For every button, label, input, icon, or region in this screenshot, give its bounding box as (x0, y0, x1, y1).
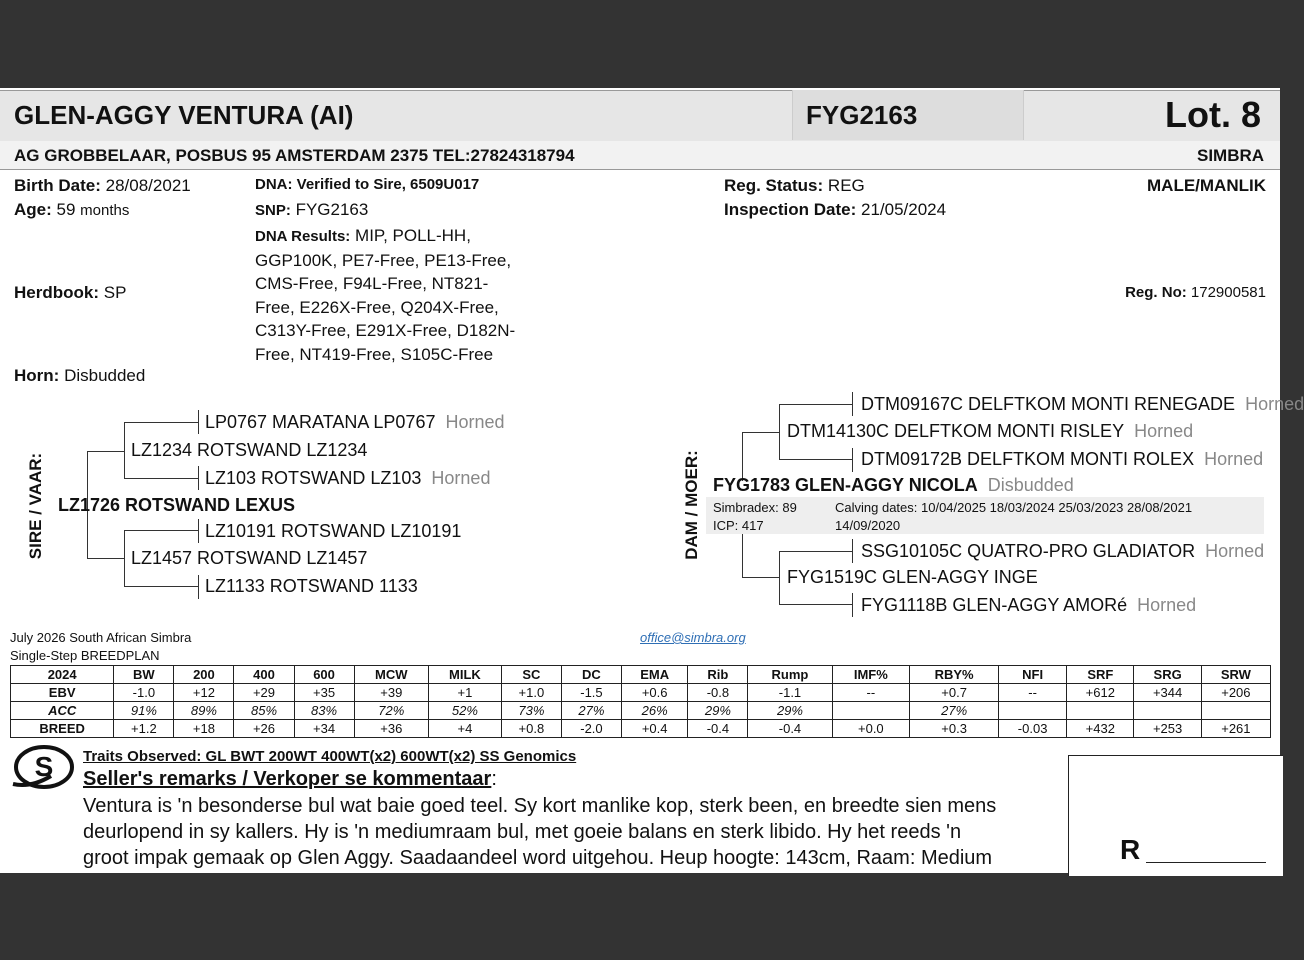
dam-tree-line (779, 404, 853, 405)
reg-no-label: Reg. No: (1125, 284, 1187, 301)
dam-tree-line (852, 448, 853, 472)
ebv-header-cell: BW (114, 666, 174, 684)
dam-tree-line (779, 551, 780, 605)
sire-dam-dam: LZ1133 ROTSWAND 1133 (205, 576, 418, 596)
ebv-cell (832, 702, 910, 720)
reg-status-value: REG (827, 176, 865, 195)
ebv-row-acc (11, 702, 1271, 720)
ebv-header-cell: 400 (234, 666, 294, 684)
dam-tree-line (779, 459, 853, 460)
owner-details: AG GROBBELAAR, POSBUS 95 AMSTERDAM 2375 TEL:27824318794 (14, 146, 575, 165)
ebv-header-cell: MCW (354, 666, 428, 684)
ebv-cell: +253 (1134, 720, 1201, 738)
dna-results-line: CMS-Free, F94L-Free, NT821- (255, 274, 489, 294)
snp (255, 200, 368, 220)
pedigree-name: LP0767 MARATANA LP0767 (205, 412, 436, 432)
ebv-cell: +432 (1067, 720, 1134, 738)
animal-name: GLEN-AGGY VENTURA (AI) (14, 100, 354, 130)
remarks-line: Ventura is 'n besonderse bul wat baie goed teel. Sy kort manlike kop, sterk been, en breedte sien mens (83, 795, 997, 817)
ebv-header-cell: Rib (688, 666, 748, 684)
reg-status (724, 176, 865, 196)
sire-name: LZ1726 ROTSWAND LEXUS (58, 495, 296, 515)
age-value: 59 (56, 200, 76, 219)
ebv-cell: +29 (234, 684, 294, 702)
dna-verified: DNA: Verified to Sire, 6509U017 (255, 176, 480, 193)
remarks-heading-text: Seller's remarks / Verkoper se kommentaar (83, 768, 492, 790)
ebv-cell: 29% (748, 702, 832, 720)
age-label: Age: (14, 200, 52, 219)
horn-status: Horned (1245, 394, 1304, 414)
ebv-row-label: BREED (11, 720, 114, 738)
horn-status: Horned (1134, 421, 1194, 441)
ebv-cell: +206 (1201, 684, 1270, 702)
ebv-header-cell: 200 (174, 666, 234, 684)
calving-dates: Calving dates: 10/04/2025 18/03/2024 25/03/2023 28/08/2021 (835, 500, 1193, 515)
dam-tree-line (852, 593, 853, 617)
pedigree-name: LZ103 ROTSWAND LZ103 (205, 468, 422, 488)
ebv-header-cell: IMF% (832, 666, 910, 684)
sex: MALE/MANLIK (1147, 176, 1266, 195)
ebv-cell: -1.0 (114, 684, 174, 702)
ebv-cell: +261 (1201, 720, 1270, 738)
breed: SIMBRA (1197, 146, 1265, 165)
sire-tree-line (198, 575, 199, 599)
icp: ICP: 417 (713, 518, 764, 533)
dna-results-line: GGP100K, PE7-Free, PE13-Free, (255, 250, 512, 270)
dna-results-line: Free, E226X-Free, Q204X-Free, (255, 297, 499, 317)
herdbook-value: SP (103, 283, 127, 302)
horn-value: Disbudded (64, 366, 146, 385)
ebv-cell: 27% (561, 702, 621, 720)
dam-tree-line (779, 604, 853, 605)
herdbook (14, 283, 126, 303)
sire-tree-line (124, 586, 199, 587)
dam-sire-sire (861, 394, 1304, 415)
dna-results-line: MIP, POLL-HH, (355, 226, 471, 245)
ebv-cell: 27% (910, 702, 999, 720)
logo-letter: S (34, 751, 54, 782)
ebv-cell (1067, 702, 1134, 720)
ebv-row-label: ACC (11, 702, 114, 720)
pedigree-name: DTM09172B DELFTKOM MONTI ROLEX (861, 449, 1195, 469)
sire-tree-line (124, 530, 199, 531)
dam-tree-line (779, 551, 853, 552)
horn-status: Horned (1137, 595, 1197, 615)
ebv-cell: 73% (501, 702, 561, 720)
ebv-cell: -0.4 (748, 720, 832, 738)
ebv-header-cell: SRW (1201, 666, 1270, 684)
horn-status: Horned (431, 468, 491, 488)
sire-side-label: SIRE / VAAR: (26, 452, 45, 560)
ebv-cell: +1.2 (114, 720, 174, 738)
sire-tree-line (87, 558, 125, 559)
ebv-cell: +1 (429, 684, 502, 702)
ebv-cell: -0.4 (688, 720, 748, 738)
horn-status: Disbudded (987, 475, 1074, 495)
ebv-header-cell: MILK (429, 666, 502, 684)
ebv-header-cell: 2024 (11, 666, 114, 684)
age (14, 200, 129, 220)
ebv-cell: +0.6 (621, 684, 687, 702)
reg-status-label: Reg. Status: (724, 176, 824, 195)
snp-label: SNP: (255, 202, 291, 219)
ebv-cell: +0.8 (501, 720, 561, 738)
sire-tree-line (124, 422, 199, 423)
simbradex: Simbradex: 89 (713, 500, 797, 515)
sire-tree-line (198, 410, 199, 434)
sire-sire-sire (205, 412, 505, 433)
ebv-cell: +1.0 (501, 684, 561, 702)
age-unit: months (80, 202, 130, 219)
ebv-cell: -0.03 (999, 720, 1067, 738)
ebv-cell: 29% (688, 702, 748, 720)
dam-sire (787, 421, 1193, 442)
dna-results-line: C313Y-Free, E291X-Free, D182N- (255, 321, 516, 341)
ebv-header-cell: Rump (748, 666, 832, 684)
pedigree-name: SSG10105C QUATRO-PRO GLADIATOR (861, 541, 1196, 561)
inspection-date-value: 21/05/2024 (860, 200, 947, 219)
ebv-table (10, 665, 1271, 738)
ebv-cell: 52% (429, 702, 502, 720)
ebv-cell: +4 (429, 720, 502, 738)
traits-observed: Traits Observed: GL BWT 200WT 400WT(x2) 600WT(x2) SS Genomics (83, 748, 577, 765)
dam-dam: FYG1519C GLEN-AGGY INGE (787, 567, 1038, 587)
dna-results-line: Free, NT419-Free, S105C-Free (255, 344, 494, 364)
dam-tree-line (742, 534, 743, 578)
remarks-line: deurlopend in sy kallers. Hy is 'n mediumraam bul, met goeie balans en sterk libido. Hy het reeds 'n (83, 821, 962, 843)
ebv-cell: 72% (354, 702, 428, 720)
remarks-line: groot impak gemaak op Glen Aggy. Saadaandeel word uitgehou. Heup hoogte: 143cm, Raam: Medium (83, 847, 993, 869)
reg-no-value: 172900581 (1190, 284, 1266, 301)
ebv-cell: 85% (234, 702, 294, 720)
ebv-cell (1201, 702, 1270, 720)
price-currency: R (1120, 834, 1141, 865)
sire-sire-dam (205, 468, 490, 489)
ebv-cell: -1.1 (748, 684, 832, 702)
simbra-s-logo-icon (11, 742, 77, 792)
ebv-cell (999, 702, 1067, 720)
ebv-cell: 26% (621, 702, 687, 720)
ebv-cell: -0.8 (688, 684, 748, 702)
ebv-cell: +34 (294, 720, 354, 738)
lot-card (0, 88, 1304, 873)
dna-results (255, 224, 515, 367)
ebv-row-breed (11, 720, 1271, 738)
ebv-cell: 83% (294, 702, 354, 720)
dam-tree-line (742, 577, 780, 578)
dam-sire-dam (861, 449, 1263, 470)
ebv-cell: -1.5 (561, 684, 621, 702)
ebv-header-cell: SC (501, 666, 561, 684)
ebv-row-label: EBV (11, 684, 114, 702)
ebv-row-ebv (11, 684, 1271, 702)
ebv-cell: -2.0 (561, 720, 621, 738)
ebv-header-cell: SRF (1067, 666, 1134, 684)
ebv-cell: +344 (1134, 684, 1201, 702)
dam-registered-name: FYG1783 GLEN-AGGY NICOLA (713, 475, 978, 495)
dam-side-label: DAM / MOER: (682, 450, 701, 560)
ebv-cell: +612 (1067, 684, 1134, 702)
dam-tree-line (779, 404, 780, 460)
sire-tree-line (198, 466, 199, 490)
lot-number: Lot. 8 (1165, 94, 1261, 135)
ebv-cell: +0.0 (832, 720, 910, 738)
horn-status: Horned (445, 412, 505, 432)
ebv-cell: +36 (354, 720, 428, 738)
horn-label: Horn: (14, 366, 60, 385)
email-link[interactable]: office@simbra.org (640, 630, 746, 645)
dam-name (713, 475, 1074, 496)
ebv-cell: +0.7 (910, 684, 999, 702)
dam-dam-sire (861, 541, 1264, 562)
horn-status: Horned (1205, 541, 1265, 561)
horn-status: Horned (1204, 449, 1264, 469)
dam-dam-dam (861, 595, 1196, 616)
dam-tree-line (852, 539, 853, 563)
ebv-header-cell: DC (561, 666, 621, 684)
ebv-source-method: Single-Step BREEDPLAN (10, 648, 160, 663)
sire-dam-sire: LZ10191 ROTSWAND LZ10191 (205, 521, 462, 541)
ebv-cell: +35 (294, 684, 354, 702)
ebv-cell: +39 (354, 684, 428, 702)
sire-tree-line (124, 422, 125, 479)
ebv-cell: +18 (174, 720, 234, 738)
ebv-cell: +0.3 (910, 720, 999, 738)
herdbook-label: Herdbook: (14, 283, 99, 302)
dna-results-label: DNA Results: (255, 228, 351, 245)
pedigree-name: DTM14130C DELFTKOM MONTI RISLEY (787, 421, 1125, 441)
ebv-cell: -- (832, 684, 910, 702)
sire-tree-line (124, 478, 199, 479)
ebv-cell: 91% (114, 702, 174, 720)
pedigree-name: DTM09167C DELFTKOM MONTI RENEGADE (861, 394, 1236, 414)
ebv-header-cell: RBY% (910, 666, 999, 684)
remarks-heading: Seller's remarks / Verkoper se kommentaar: (83, 768, 497, 790)
dam-tree-line (852, 392, 853, 416)
ebv-cell (1134, 702, 1201, 720)
ebv-header-row (11, 666, 1271, 684)
calving-dates-cont: 14/09/2020 (835, 518, 901, 533)
sire-sire: LZ1234 ROTSWAND LZ1234 (131, 440, 368, 460)
dam-tree-line (742, 432, 780, 433)
birth-date-label: Birth Date: (14, 176, 101, 195)
ebv-cell: -- (999, 684, 1067, 702)
ebv-header-cell: 600 (294, 666, 354, 684)
ebv-header-cell: NFI (999, 666, 1067, 684)
ebv-header-cell: EMA (621, 666, 687, 684)
inspection-date-label: Inspection Date: (724, 200, 857, 219)
dam-tree-line (742, 432, 743, 481)
price-box (1068, 755, 1283, 876)
pedigree-name: FYG1118B GLEN-AGGY AMORé (861, 595, 1128, 615)
ebv-cell: +0.4 (621, 720, 687, 738)
inspection-date (724, 200, 946, 220)
ebv-cell: 89% (174, 702, 234, 720)
sire-tree-line (124, 530, 125, 587)
ebv-cell: +26 (234, 720, 294, 738)
sire-tree-line (198, 519, 199, 543)
sire-dam: LZ1457 ROTSWAND LZ1457 (131, 548, 368, 568)
price-input-line[interactable] (1146, 862, 1266, 863)
ebv-header-cell: SRG (1134, 666, 1201, 684)
birth-date-value: 28/08/2021 (105, 176, 191, 195)
ebv-cell: +12 (174, 684, 234, 702)
horn (14, 366, 145, 386)
snp-value: FYG2163 (295, 200, 369, 219)
sire-tree-line (87, 451, 125, 452)
animal-id: FYG2163 (806, 100, 918, 130)
reg-no (1125, 284, 1266, 301)
birth-date (14, 176, 191, 196)
ebv-source: July 2026 South African Simbra (10, 630, 192, 645)
